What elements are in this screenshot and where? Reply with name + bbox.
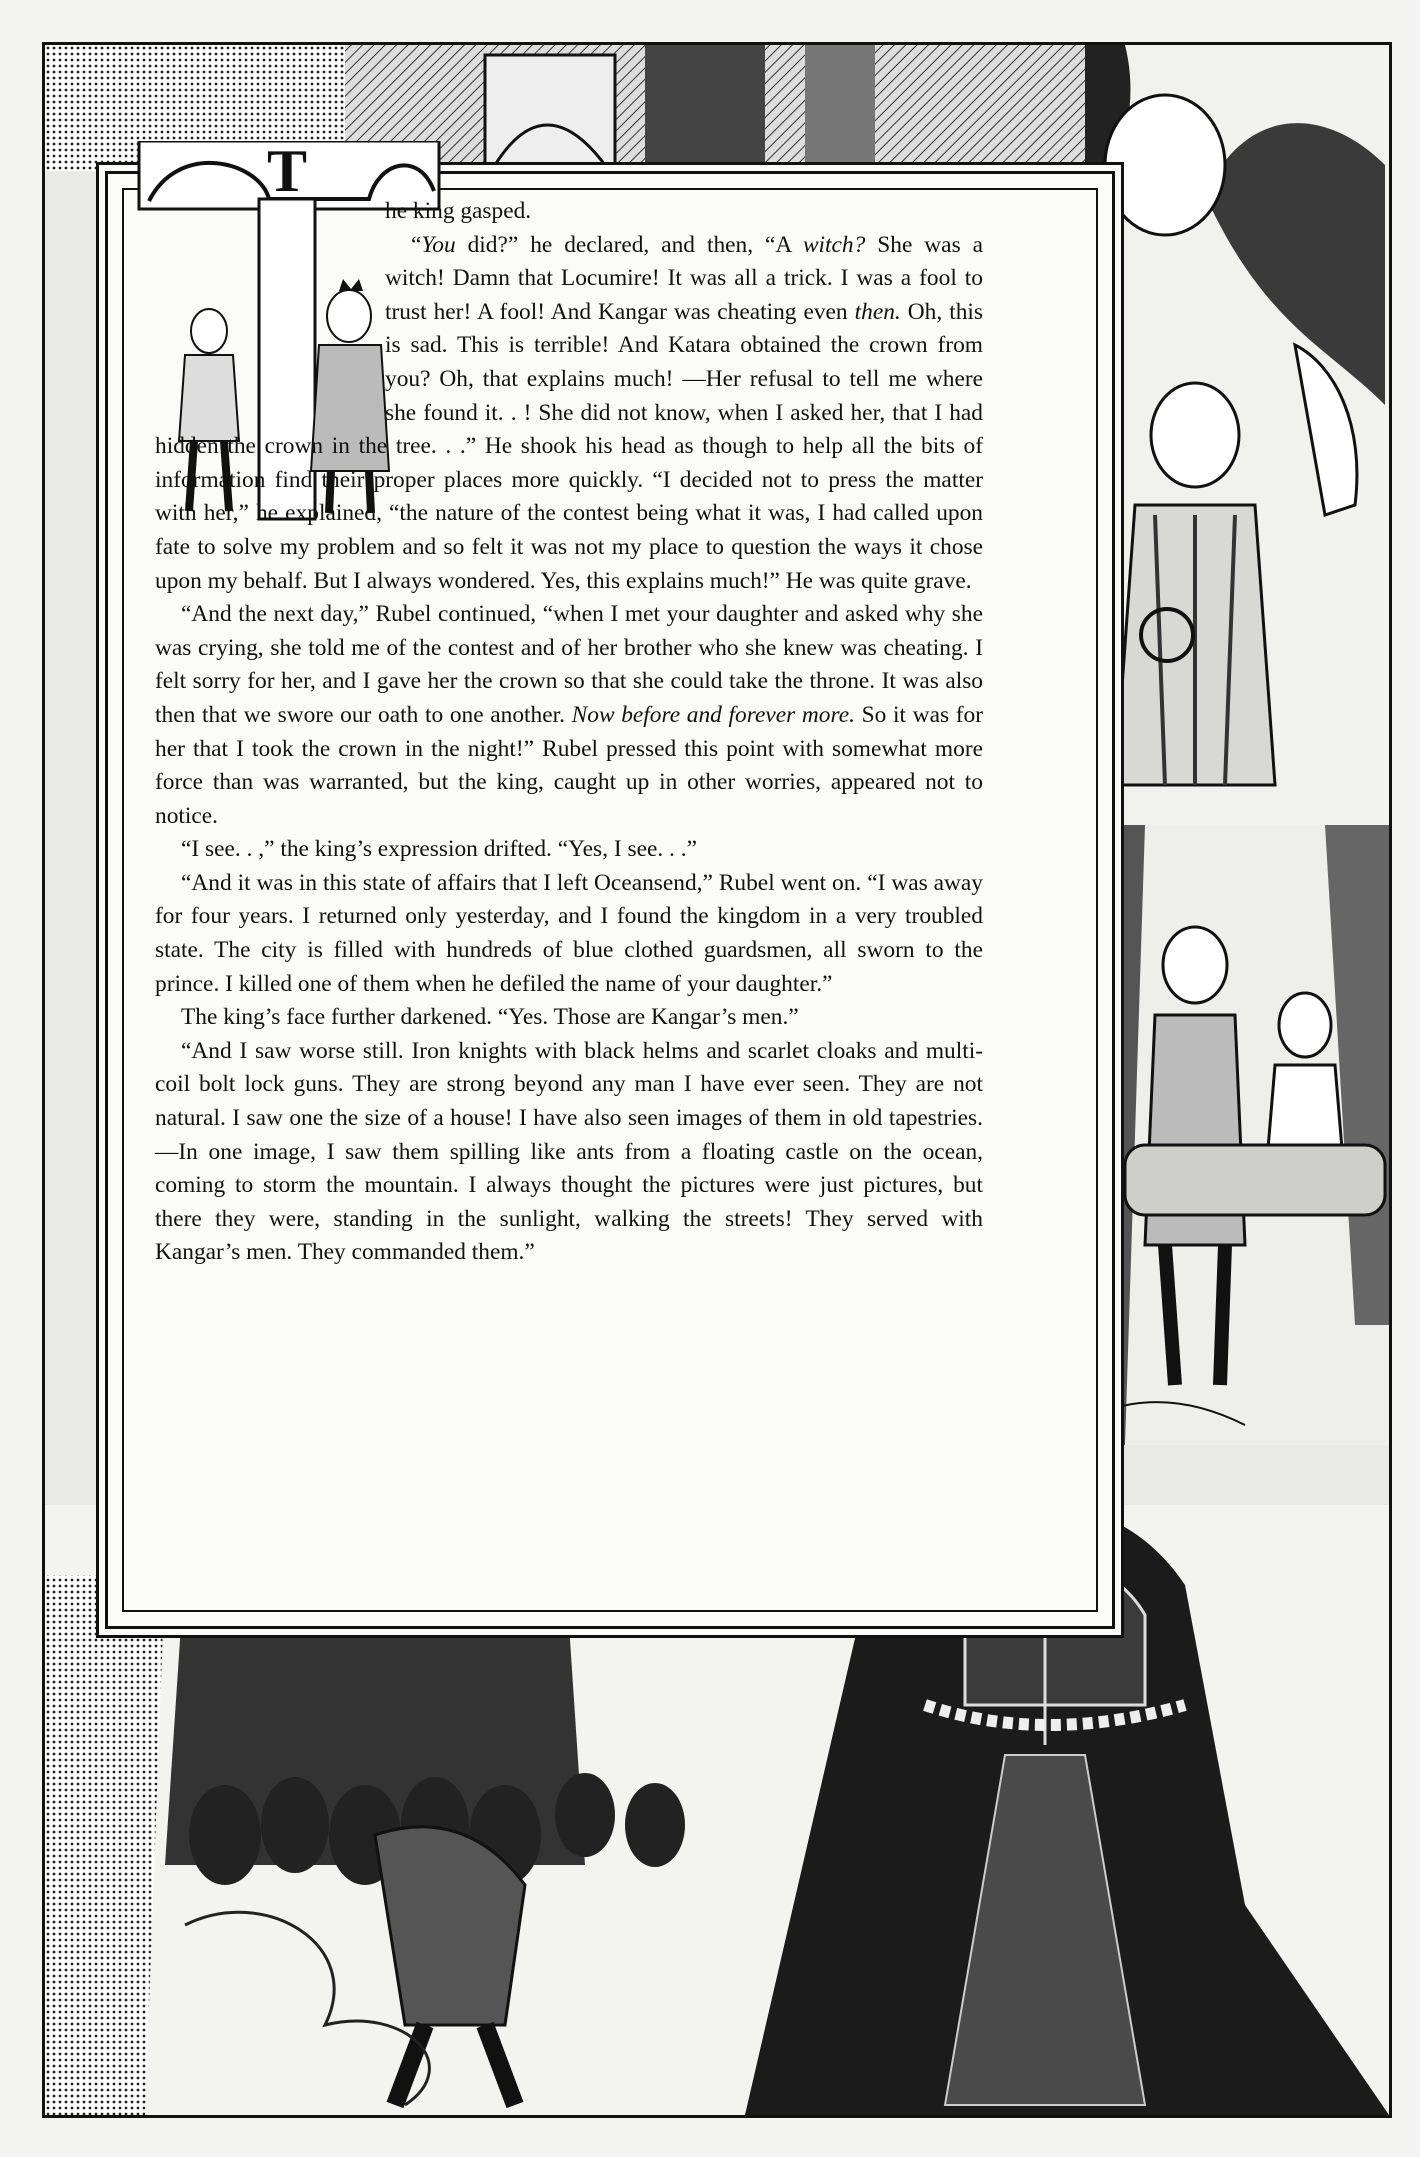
paragraph-3: “And the next day,” Rubel continued, “when I met your daughter and asked why she was crying, she told me of the contest and of her brother who she knew was cheating. I felt sorry for her, and I gave her the crown so that she could take the throne. It was also then that we swore our oath to one another. Now before and forever more. So it was for her that I took the crown in the night!” Rubel pressed this point with somewhat more force than was warranted, but the king, caught up in other worries, appeared not to notice. <box>155 601 983 829</box>
paragraph-6: The king’s face further darkened. “Yes. Those are Kangar’s men.” <box>181 1004 799 1031</box>
drop-cap-space <box>155 189 385 413</box>
paragraph-7: “And I saw worse still. Iron knights with black helms and scarlet cloaks and multi-coil bolt lock guns. They are strong beyond any man I have ever seen. They are not natural. I saw one the size of a house! I have also seen images of them in old tapestries. —In one image, I saw them spilling like ants from a floating castle on the ocean, coming to storm the mountain. I always thought the pictures were just pictures, but there they were, standing in the sunlight, walking the streets! They served with Kangar’s men. They commanded them.” <box>155 1037 983 1266</box>
right-illustration-forest <box>1085 45 1389 825</box>
drop-cap-letter: T <box>266 141 308 204</box>
story-text <box>155 195 983 1270</box>
paragraph-5: “And it was in this state of affairs that I left Oceansend,” Rubel went on. “I was away for four years. I returned only yesterday, and I found the kingdom in a very troubled state. The city is filled with hundreds of blue clothed guardsmen, all sworn to the prince. I killed one of them when he defiled the name of your daughter.” <box>155 869 983 997</box>
paragraph-1: he king gasped. <box>385 198 532 224</box>
right-illustration-couple <box>1085 825 1389 1445</box>
paragraph-4: “I see. . ,” the king’s expression drifted. “Yes, I see. . .” <box>181 836 697 863</box>
paragraph-2: “You did?” he declared, and then, “A witch? She was a witch! Damn that Locumire! It was all a trick. I was a fool to trust her! A fool! And Kangar was cheating even then. Oh, this is sad. This is terrible! And Katara obtained the crown from you? Oh, that explains much! —Her refusal to tell me where she found it. . ! She did not know, when I asked her, that I had hidden the crown in the tree. . .” He shook his head as though to help all the bits of information find their proper places more quickly. “I decided not to press the matter with her,” he explained, “the nature of the contest being what it was, I had called upon fate to solve my problem and so felt it was not my place to question the ways it chose upon my behalf. But I always wondered. Yes, this explains much!” He was quite grave. <box>155 231 984 594</box>
page-frame <box>42 42 1392 2118</box>
